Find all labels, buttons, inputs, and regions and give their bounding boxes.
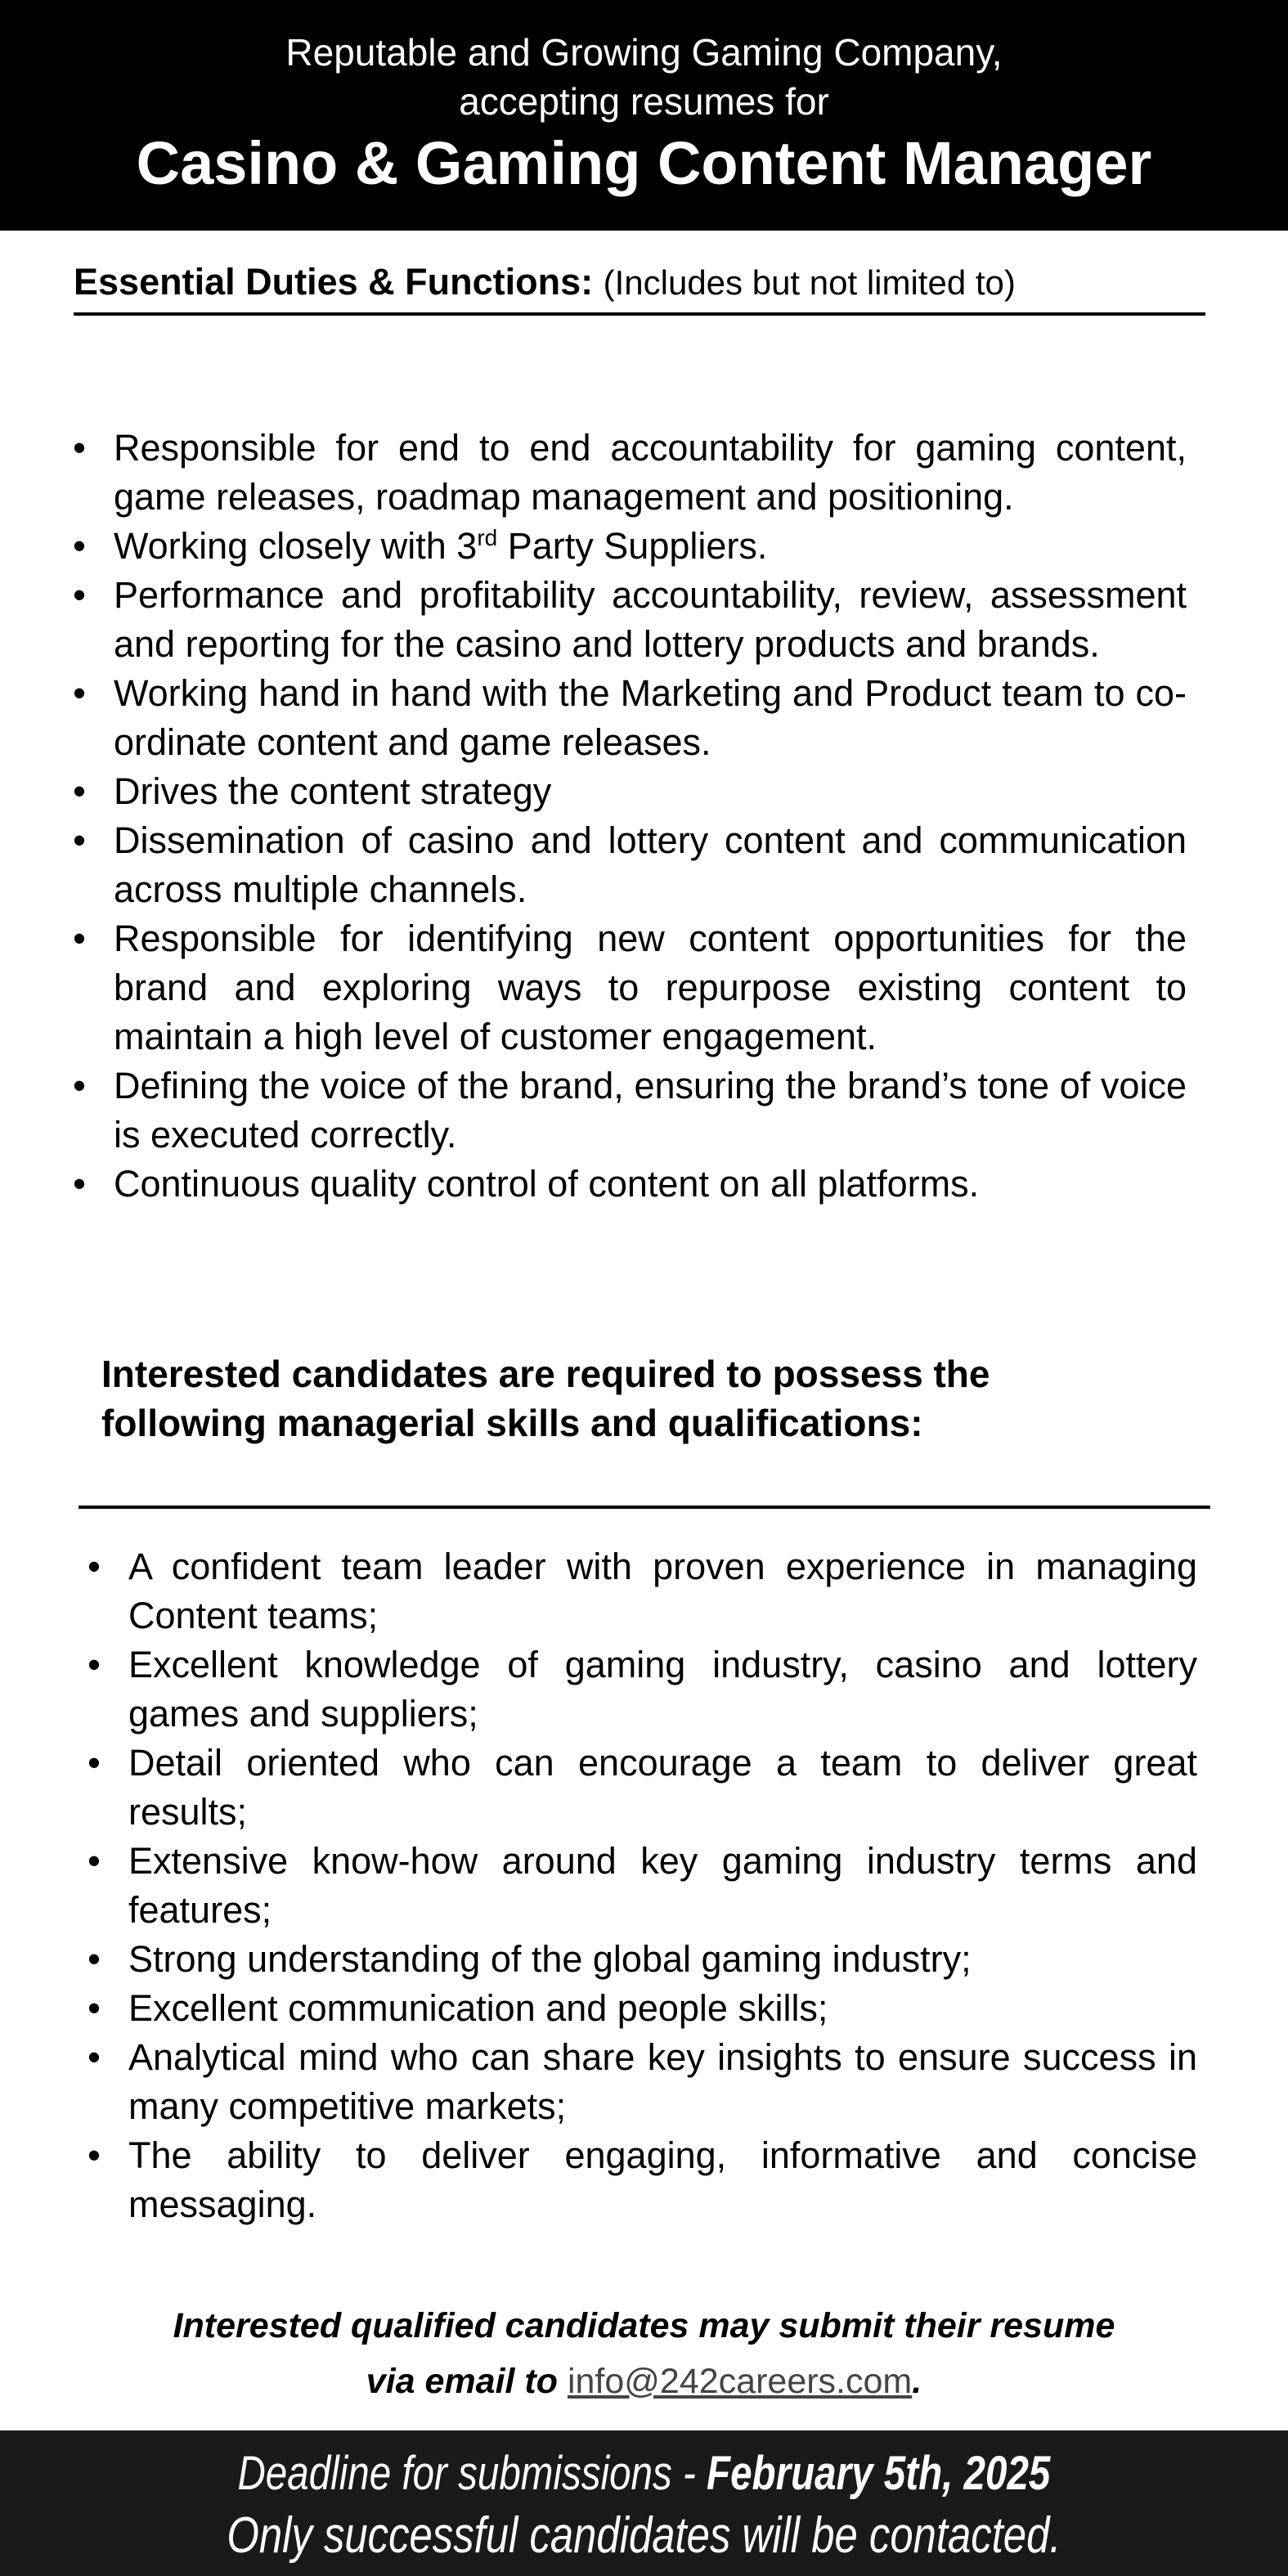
duty-item-text-start: Working closely with 3 [114, 525, 478, 567]
duty-item [67, 767, 1187, 816]
skill-item-text: Detail oriented who can encourage a team to deliver great results; [128, 1742, 1197, 1833]
duty-item-superscript: rd [477, 525, 498, 550]
duty-item-text-end: Party Suppliers. [497, 525, 768, 567]
skill-item [82, 1640, 1197, 1739]
bullet-icon: • [73, 672, 86, 714]
duty-item-text: Continuous quality control of content on all platforms. [114, 1163, 980, 1205]
duty-item-text: Working hand in hand with the Marketing and Product team to co-ordinate content and game releases. [114, 672, 1187, 763]
duty-item [67, 816, 1187, 914]
bullet-icon: • [88, 1938, 101, 1980]
duty-item [67, 571, 1187, 669]
duty-item [67, 424, 1187, 522]
bullet-icon: • [88, 1644, 101, 1685]
submission-line1: Interested qualified candidates may submit their resume [173, 2306, 1115, 2345]
duty-item [67, 1061, 1187, 1160]
header-banner [0, 0, 1288, 231]
duties-heading [74, 254, 1205, 316]
footer-banner [0, 2430, 1288, 2576]
duty-item [67, 522, 1187, 571]
duties-heading-label: Essential Duties & Functions: [74, 261, 594, 303]
bullet-icon: • [88, 1840, 101, 1882]
duty-item-text: Drives the content strategy [114, 770, 552, 812]
duty-item-text: Responsible for identifying new content opportunities for the brand and exploring ways to repurpose existing content to maintain a high level of customer engagement. [114, 918, 1187, 1057]
duty-item [67, 914, 1187, 1061]
bullet-icon: • [88, 2134, 101, 2176]
bullet-icon: • [73, 770, 86, 812]
bullet-icon: • [88, 1987, 101, 2029]
skill-item-text: Analytical mind who can share key insights to ensure success in many competitive markets; [128, 2036, 1197, 2127]
skills-heading [101, 1349, 1083, 1447]
skill-item [82, 2033, 1197, 2131]
duty-item-text: Responsible for end to end accountability for gaming content, game releases, roadmap management and positioning. [114, 427, 1187, 518]
submission-instructions [0, 2298, 1288, 2409]
skill-item-text: The ability to deliver engaging, informative and concise messaging. [128, 2134, 1197, 2225]
duty-item-text: Dissemination of casino and lottery content and communication across multiple channels. [114, 819, 1187, 910]
skill-item-text: A confident team leader with proven experience in managing Content teams; [128, 1546, 1197, 1636]
duty-item [67, 1160, 1187, 1209]
skill-item [82, 2131, 1197, 2229]
skill-item [82, 1935, 1197, 1984]
deadline-date: February 5th, 2025 [707, 2447, 1051, 2500]
skills-divider [79, 1506, 1210, 1509]
bullet-icon: • [73, 918, 86, 959]
duty-item-text: Performance and profitability accountability, review, assessment and reporting for the casino and lottery products and brands. [114, 574, 1187, 665]
duties-heading-note: (Includes but not limited to) [603, 263, 1016, 302]
submission-line2 [0, 2354, 1288, 2409]
bullet-icon: • [73, 525, 86, 567]
duty-item-text: Defining the voice of the brand, ensuring the brand’s tone of voice is executed correctly. [114, 1065, 1187, 1156]
header-intro-line1: Reputable and Growing Gaming Company, [285, 31, 1003, 74]
bullet-icon: • [73, 427, 86, 469]
skill-item [82, 1542, 1197, 1640]
skill-item-text: Excellent communication and people skills; [128, 1987, 828, 2029]
bullet-icon: • [73, 1163, 86, 1205]
skill-item [82, 1984, 1197, 2033]
header-intro [0, 28, 1288, 126]
bullet-icon: • [73, 819, 86, 861]
submission-suffix: . [912, 2362, 922, 2401]
job-title: Casino & Gaming Content Manager [136, 129, 1152, 197]
duties-list [67, 424, 1187, 1209]
skill-item-text: Excellent knowledge of gaming industry, casino and lottery games and suppliers; [128, 1644, 1197, 1735]
submission-prefix: via email to [366, 2362, 568, 2401]
email-link[interactable]: info@242careers.com [567, 2362, 913, 2401]
bullet-icon: • [88, 1546, 101, 1587]
skill-item [82, 1739, 1197, 1837]
bullet-icon: • [73, 1065, 86, 1106]
bullet-icon: • [73, 574, 86, 616]
duty-item-text [114, 525, 767, 567]
bullet-icon: • [88, 2036, 101, 2078]
skills-heading-line1: Interested candidates are required to possess the [101, 1353, 990, 1395]
duty-item [67, 669, 1187, 767]
bullet-icon: • [88, 1742, 101, 1784]
skills-list [82, 1542, 1197, 2229]
header-intro-line2: accepting resumes for [459, 80, 829, 123]
deadline-line [116, 2444, 1173, 2504]
deadline-label: Deadline for submissions - [237, 2447, 707, 2500]
skill-item-text: Extensive know-how around key gaming industry terms and features; [128, 1840, 1197, 1931]
skill-item [82, 1837, 1197, 1935]
skills-heading-line2: following managerial skills and qualifications: [101, 1402, 923, 1444]
skill-item-text: Strong understanding of the global gaming industry; [128, 1938, 972, 1980]
contact-notice: Only successful candidates will be contacted. [227, 2507, 1061, 2564]
